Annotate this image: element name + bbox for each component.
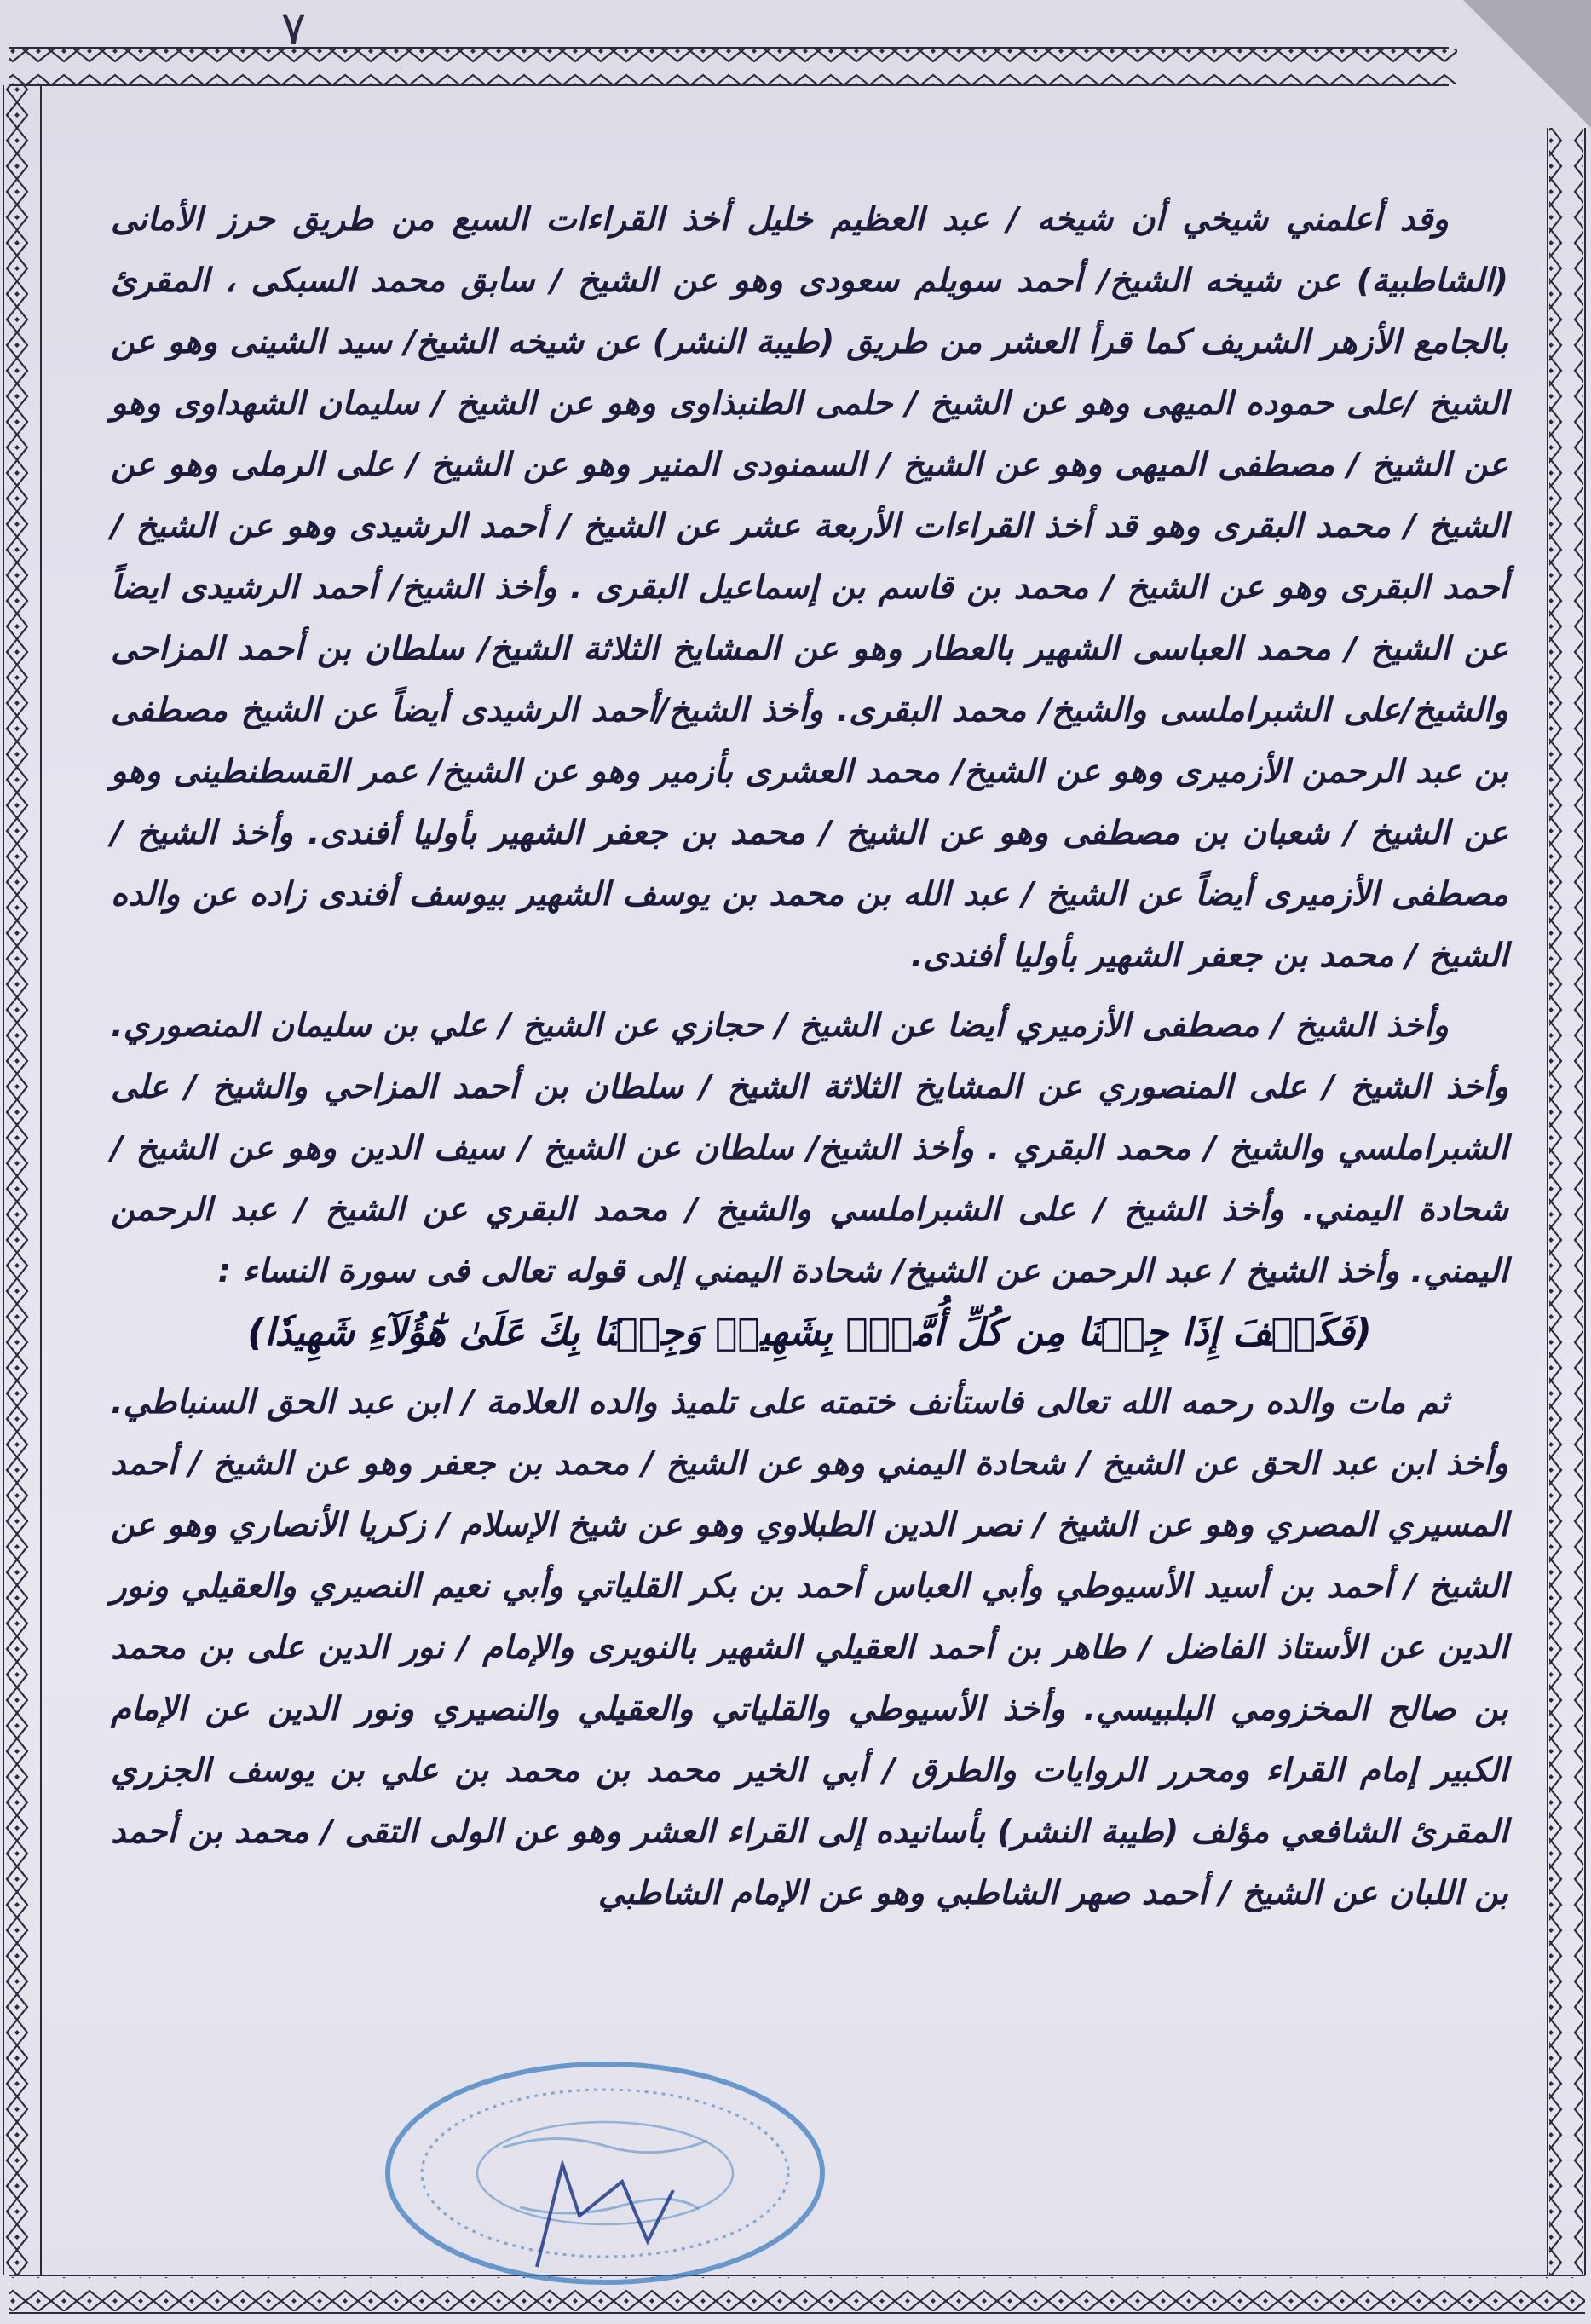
- paragraph-chain-3: ثم مات والده رحمه الله تعالى فاستأنف ختمته على تلميذ والده العلامة / ابن عبد الحق السنباطي. وأخذ ابن عبد الحق عن الشيخ / شحادة اليمني وهو عن الشيخ / محمد بن جعفر وهو عن الشيخ / أحمد المسيري المصري وهو عن الشيخ / نصر الدين الطبلاوي وهو عن شيخ الإسلام / زكريا الأنصاري وهو عن الشيخ / أحمد بن أسيد الأسيوطي وأبي العباس أحمد بن بكر القلياتي وأبي نعيم النصيري والعقيلي ونور الدين عن الأستاذ الفاضل / طاهر بن أحمد العقيلي الشهير بالنويرى والإمام / نور الدين على بن محمد بن صالح المخزومي البلبيسي. وأخذ الأسيوطي والقلياتي والعقيلي والنصيري ونور الدين عن الإمام الكبير إمام القراء ومحرر الروايات والطرق / أبي الخير محمد بن محمد بن علي بن يوسف الجزري المقرئ الشافعي مؤلف (طيبة النشر) بأسانيده إلى القراء العشر وهو عن الولى التقى / محمد بن أحمد بن اللبان عن الشيخ / أحمد صهر الشاطبي وهو عن الإمام الشاطبي: [111, 1383, 1508, 1912]
- page-number: ٧: [281, 2, 307, 55]
- seal-stamp-icon: [366, 2045, 844, 2292]
- body-text: [111, 189, 1508, 1924]
- quran-verse: (فَكَيۡفَ إِذَا جِئۡنَا مِن كُلِّ أُمَّةِۭ بِشَهِيدٖ وَجِئۡنَا بِكَ عَلَىٰ هَٰٓؤُلَآءِ شَهِيدٗا): [247, 1311, 1372, 1354]
- paragraph-chain-1: وقد أعلمني شيخي أن شيخه / عبد العظيم خليل أخذ القراءات السبع من طريق حرز الأمانى (الشاطبية) عن شيخه الشيخ/ أحمد سويلم سعودى وهو عن الشيخ / سابق محمد السبكى ، المقرئ بالجامع الأزهر الشريف كما قرأ العشر من طريق (طيبة النشر) عن شيخه الشيخ/ سيد الشينى وهو عن الشيخ /على حموده الميهى وهو عن الشيخ / حلمى الطنبذاوى وهو عن الشيخ / سليمان الشهداوى وهو عن الشيخ / مصطفى الميهى وهو عن الشيخ / السمنودى المنير وهو عن الشيخ / على الرملى وهو عن الشيخ / محمد البقرى وهو قد أخذ القراءات الأربعة عشر عن الشيخ / أحمد الرشيدى وهو عن الشيخ / أحمد البقرى وهو عن الشيخ / محمد بن قاسم بن إسماعيل البقرى . وأخذ الشيخ/ أحمد الرشيدى ايضاً عن الشيخ / محمد العباسى الشهير بالعطار وهو عن المشايخ الثلاثة الشيخ/ سلطان بن أحمد المزاحى والشيخ/على الشبراملسى والشيخ/ محمد البقرى. وأخذ الشيخ/أحمد الرشيدى أيضاً عن الشيخ مصطفى بن عبد الرحمن الأزميرى وهو عن الشيخ/ محمد العشرى بأزمير وهو عن الشيخ/ عمر القسطنطينى وهو عن الشيخ / شعبان بن مصطفى وهو عن الشيخ / محمد بن جعفر الشهير بأوليا أفندى. وأخذ الشيخ / مصطفى الأزميرى أيضاً عن الشيخ / عبد الله بن محمد بن يوسف الشهير بيوسف أفندى زاده عن والده الشيخ / محمد بن جعفر الشهير بأوليا أفندى.: [111, 200, 1508, 975]
- paragraph-chain-2: وأخذ الشيخ / مصطفى الأزميري أيضا عن الشيخ / حجازي عن الشيخ / علي بن سليمان المنصوري. وأخذ الشيخ / على المنصوري عن المشايخ الثلاثة الشيخ / سلطان بن أحمد المزاحي والشيخ / على الشبراملسي والشيخ / محمد البقري . وأخذ الشيخ/ سلطان عن الشيخ / سيف الدين وهو عن الشيخ / شحادة اليمني. وأخذ الشيخ / على الشبراملسي والشيخ / محمد البقري عن الشيخ / عبد الرحمن اليمني. وأخذ الشيخ / عبد الرحمن عن الشيخ/ شحادة اليمني إلى قوله تعالى فى سورة النساء :: [111, 1006, 1508, 1290]
